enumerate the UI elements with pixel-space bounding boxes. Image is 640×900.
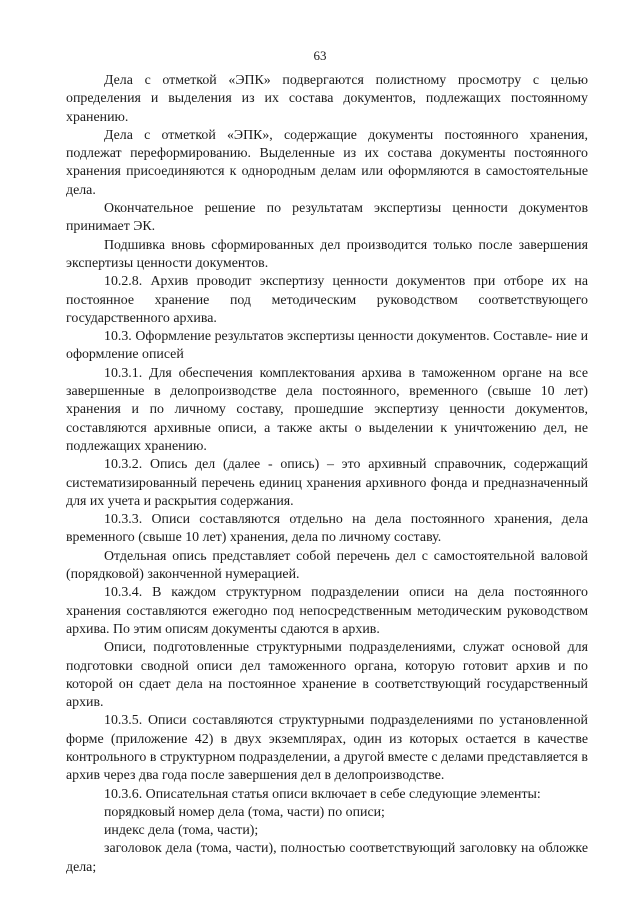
paragraph: Подшивка вновь сформированных дел производится только после завершения экспертизы ценности документов. [66,237,588,271]
list-item: заголовок дела (тома, части), полностью соответствующий заголовку на обложке дела; [66,841,588,875]
list-item: порядковый номер дела (тома, части) по описи; [104,804,385,820]
paragraph: Окончательное решение по результатам экспертизы ценности документов принимает ЭК. [66,201,588,235]
paragraph: 10.3.3. Описи составляются отдельно на дела постоянного хранения, дела временного (свыше 10 лет) хранения, дела по личному составу. [66,512,588,546]
paragraph: 10.3.4. В каждом структурном подразделении описи на дела постоянного хранения составляются ежегодно под непосредственным методическим руководством архива. По этим описям документы сдаются в архив. [66,585,588,637]
paragraph: Дела с отметкой «ЭПК», содержащие документы постоянного хранения, подлежат переформированию. Выделенные из их состава документы постоянного хранения присоединяются к однородным делам или оформляются в самостоятельные дела. [66,127,588,198]
page-number: 63 [313,48,327,63]
paragraph: 10.3.6. Описательная статья описи включает в себе следующие элементы: [104,786,541,802]
paragraph: 10.2.8. Архив проводит экспертизу ценности документов при отборе их на постоянное хранение под методическим руководством соответствующего государственного архива. [66,274,588,326]
paragraph: Отдельная опись представляет собой перечень дел с самостоятельной валовой (порядковой) законченной нумерацией. [66,548,588,583]
paragraph: 10.3.5. Описи составляются структурными подразделениями по установленной форме (приложение 42) в двух экземплярах, один из которых остается в качестве контрольного в структурном подразделении, а другой вместе с делами представляется в архив через два года после завершения дел в делопроизводстве. [66,713,588,784]
section-heading: 10.3. Оформление результатов экспертизы ценности документов. Составле- ние и оформление описей [66,329,588,363]
paragraph: Дела с отметкой «ЭПК» подвергаются полистному просмотру с целью определения и выделения из их состава документов, подлежащих постоянному хранению. [66,73,588,125]
paragraph: 10.3.1. Для обеспечения комплектования архива в таможенном органе на все завершенные в делопроизводстве дела постоянного, временного (свыше 10 лет) хранения и по личному составу, прошедшие экспертизу ценности документов, составляются архивные описи, а также акты о выделении к уничтожению дел, не подлежащих хранению. [66,365,588,454]
document-body [66,72,588,877]
paragraph: 10.3.2. Опись дел (далее - опись) – это архивный справочник, содержащий систематизированный перечень единиц хранения архивного фонда и предназначенный для их учета и раскрытия содержания. [66,457,588,509]
paragraph: Описи, подготовленные структурными подразделениями, служат основой для подготовки сводной описи дел таможенного органа, которую готовит архив и по которой он сдает дела на постоянное хранение в соответствующий государственный архив. [66,640,588,711]
list-item: индекс дела (тома, части); [104,823,259,839]
